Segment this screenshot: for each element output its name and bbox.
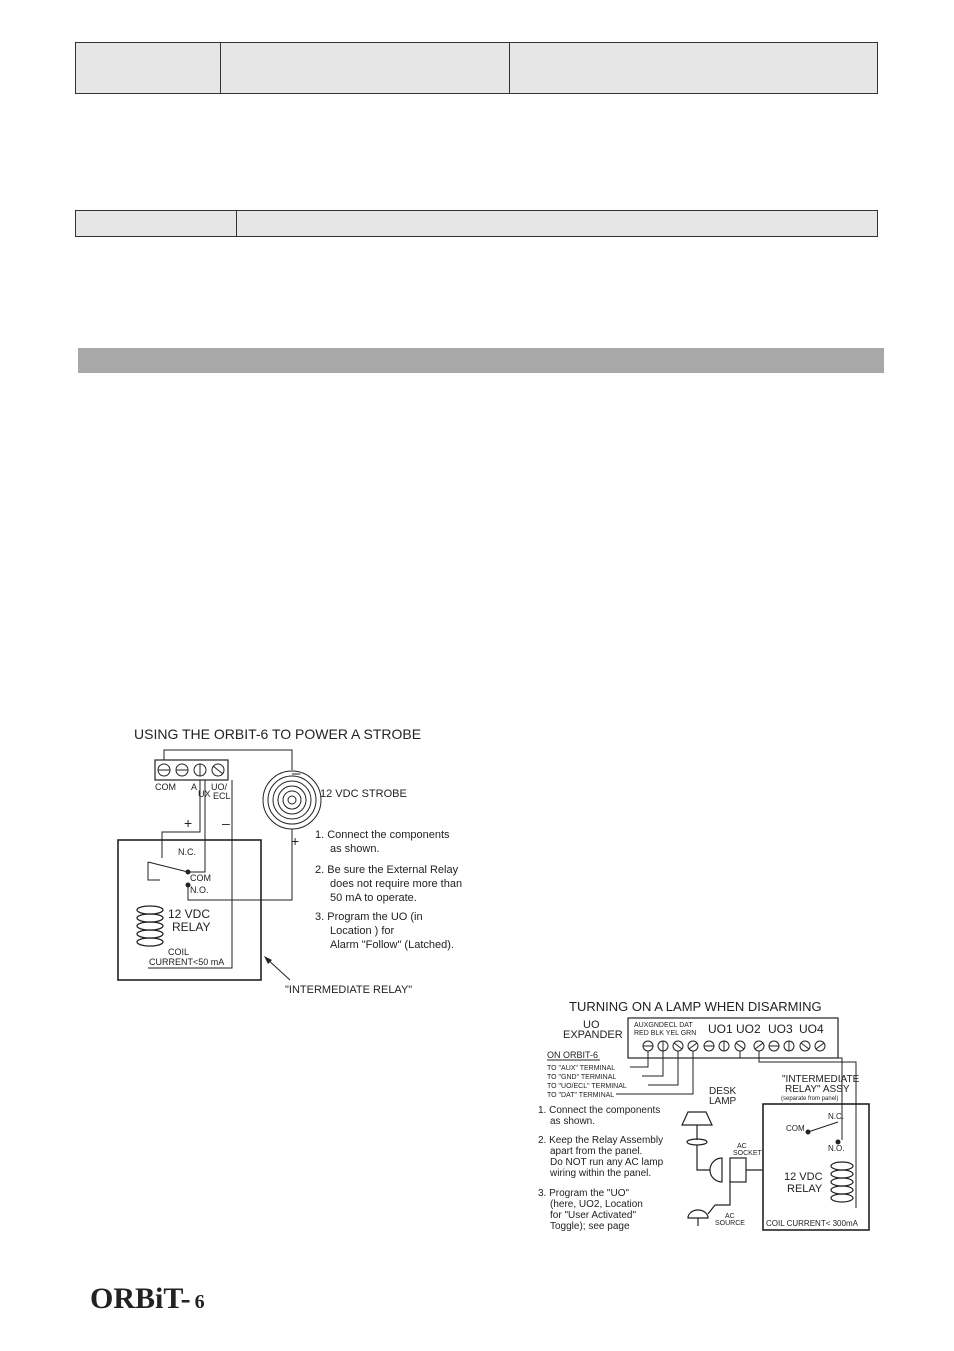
- lamp-step-3a: 3. Program the "UO": [538, 1188, 630, 1199]
- lamp-wire-uoecl: TO "UO/ECL" TERMINAL: [547, 1083, 627, 1090]
- lamp-step-2b: apart from the panel.: [550, 1146, 643, 1157]
- strobe-relay-label-1: 12 VDC: [168, 907, 211, 921]
- lamp-relay-contacts: [806, 1122, 840, 1144]
- strobe-terminal-ux: UX: [198, 789, 211, 799]
- strobe-relay-plus: +: [184, 815, 193, 831]
- lamp-ac-source-1: AC: [725, 1213, 735, 1220]
- strobe-intermediate-label: "INTERMEDIATE RELAY": [285, 984, 413, 996]
- lamp-step-1b: as shown.: [550, 1116, 596, 1127]
- lamp-ac-socket-2: SOCKET: [733, 1150, 762, 1157]
- lamp-ac-source-2: SOURCE: [715, 1220, 745, 1227]
- strobe-terminal-screws: [158, 764, 224, 776]
- strobe-steps: [315, 829, 462, 951]
- lamp-term-top: AUXGNDECL DAT: [634, 1022, 693, 1029]
- lamp-relay-coil: [831, 1162, 853, 1202]
- strobe-relay-no: N.O.: [190, 885, 209, 895]
- strobe-plus: +: [291, 833, 300, 849]
- lamp-relay-label-1: 12 VDC: [784, 1171, 823, 1183]
- strobe-relay-label-2: RELAY: [172, 920, 211, 934]
- strobe-minus: –: [292, 765, 301, 782]
- strobe-terminal-uo: UO/: [211, 782, 228, 792]
- lamp-relay-no: N.O.: [828, 1144, 845, 1153]
- strobe-relay-nc: N.C.: [178, 847, 196, 857]
- strobe-step-2c: 50 mA to operate.: [330, 892, 417, 904]
- strobe-step-2a: 2. Be sure the External Relay: [315, 864, 459, 876]
- lamp-expander-2: EXPANDER: [563, 1029, 623, 1041]
- strobe-step-3a: 3. Program the UO (in: [315, 911, 423, 923]
- lamp-coil: COIL CURRENT< 300mA: [766, 1219, 858, 1228]
- orbit-logo: [90, 1282, 205, 1316]
- lamp-step-3b: (here, UO2, Location: [550, 1199, 643, 1210]
- lamp-wire-gnd: TO "GND" TERMINAL: [547, 1074, 617, 1081]
- lamp-step-2a: 2. Keep the Relay Assembly: [538, 1135, 664, 1146]
- lamp-on-orbit: ON ORBIT-6: [547, 1050, 599, 1060]
- strobe-diagram: [118, 726, 462, 996]
- lamp-wire-dat: TO "DAT" TERMINAL: [547, 1092, 615, 1099]
- strobe-terminal-ecl: ECL: [213, 791, 231, 801]
- lamp-relay-nc: N.C.: [828, 1112, 844, 1121]
- lamp-term-bottom: RED BLK YEL GRN: [634, 1030, 697, 1037]
- lamp-desk-1: DESK: [709, 1086, 737, 1097]
- lamp-title: TURNING ON A LAMP WHEN DISARMING: [569, 999, 822, 1014]
- lamp-step-3d: Toggle); see page: [550, 1221, 630, 1232]
- lamp-terminal-screws: [643, 1041, 825, 1051]
- strobe-title: USING THE ORBIT-6 TO POWER A STROBE: [134, 726, 422, 742]
- strobe-relay-contacts: [148, 862, 190, 887]
- lamp-uo3: UO3: [768, 1022, 793, 1036]
- strobe-relay-minus: –: [222, 815, 230, 831]
- lamp-expander-1: UO: [583, 1019, 600, 1031]
- lamp-step-3c: for "User Activated": [550, 1210, 637, 1221]
- lamp-relay-com: COM: [786, 1124, 805, 1133]
- lamp-uo2: UO2: [736, 1022, 761, 1036]
- strobe-coil-2: CURRENT<50 mA: [149, 957, 225, 967]
- lamp-relay-assy-2: RELAY" ASSY: [785, 1084, 850, 1095]
- strobe-step-2b: does not require more than: [330, 878, 463, 890]
- ac-socket-icon: [710, 1158, 763, 1205]
- strobe-relay-coil: [137, 906, 163, 946]
- lamp-uo1: UO1: [708, 1022, 733, 1036]
- lamp-relay-assy-1: "INTERMEDIATE: [782, 1074, 860, 1085]
- strobe-terminal-a: A: [191, 782, 198, 792]
- strobe-step-3c: Alarm "Follow" (Latched).: [330, 939, 454, 951]
- strobe-step-1a: 1. Connect the components: [315, 829, 450, 841]
- lamp-ac-socket-1: AC: [737, 1143, 747, 1150]
- lamp-relay-label-2: RELAY: [787, 1183, 823, 1195]
- lamp-wire-labels: [547, 1065, 627, 1099]
- lamp-relay-assy-3: (separate from panel): [781, 1096, 839, 1102]
- lamp-diagram: [538, 999, 869, 1232]
- strobe-terminal-com: COM: [155, 782, 176, 792]
- strobe-relay-com: COM: [190, 873, 211, 883]
- lamp-step-2c: Do NOT run any AC lamp: [550, 1157, 664, 1168]
- lamp-desk-2: LAMP: [709, 1096, 737, 1107]
- strobe-label: 12 VDC STROBE: [320, 788, 407, 800]
- ac-source-icon: [688, 1205, 715, 1226]
- orbit-logo-number: 6: [194, 1291, 205, 1313]
- lamp-step-1a: 1. Connect the components: [538, 1105, 661, 1116]
- desk-lamp-icon: [682, 1112, 712, 1170]
- strobe-step-3b: Location ) for: [330, 925, 395, 937]
- strobe-step-1b: as shown.: [330, 843, 380, 855]
- orbit-logo-text: ORBiT-: [90, 1282, 191, 1315]
- lamp-step-2d: wiring within the panel.: [550, 1168, 652, 1179]
- lamp-uo4: UO4: [799, 1022, 824, 1036]
- lamp-steps: [538, 1105, 664, 1232]
- strobe-coil-1: COIL: [168, 947, 190, 957]
- lamp-wire-aux: TO "AUX" TERMINAL: [547, 1065, 616, 1072]
